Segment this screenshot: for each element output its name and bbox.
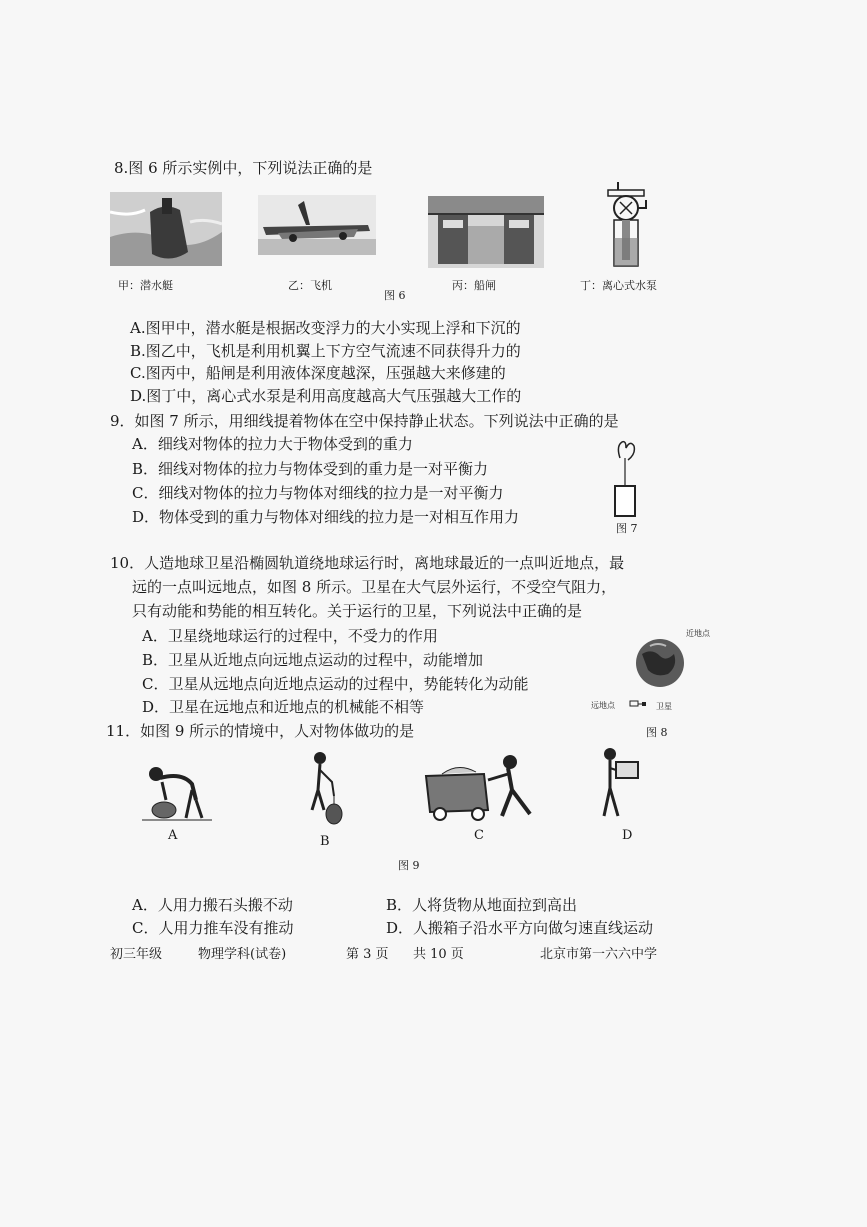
earth-orbit-figure: [630, 636, 690, 690]
q9-option-c: C．细线对物体的拉力与物体对细线的拉力是一对平衡力: [132, 484, 504, 502]
hanging-block-figure: [610, 438, 640, 520]
q11-stem: 11．如图 9 所示的情境中，人对物体做功的是: [106, 722, 415, 740]
q10-stem-line-1: 10．人造地球卫星沿椭圆轨道绕地球运行时，离地球最近的一点叫近地点，最: [110, 554, 625, 572]
satellite-label: 卫星: [656, 702, 672, 711]
fig9-sub-label-d: D: [622, 828, 633, 843]
q9-option-b: B．细线对物体的拉力与物体受到的重力是一对平衡力: [132, 460, 489, 478]
q9-stem: 9．如图 7 所示，用细线提着物体在空中保持静止状态。下列说法中正确的是: [110, 412, 619, 430]
lifting-cargo-figure: [300, 750, 344, 826]
q11-option-d: D．人搬箱子沿水平方向做匀速直线运动: [386, 919, 654, 937]
q8-option-a: A.图甲中，潜水艇是根据改变浮力的大小实现上浮和下沉的: [130, 319, 521, 337]
fig6-caption-d: 丁：离心式水泵: [580, 279, 657, 292]
centrifugal-pump-figure: [600, 176, 650, 268]
q9-option-a: A．细线对物体的拉力大于物体受到的重力: [132, 435, 413, 453]
fig6-caption-c: 丙：船闸: [452, 279, 496, 292]
q11-option-b: B．人将货物从地面拉到高出: [386, 896, 578, 914]
q10-option-d: D．卫星在远地点和近地点的机械能不相等: [142, 698, 425, 716]
q10-option-c: C．卫星从远地点向近地点运动的过程中，势能转化为动能: [142, 675, 529, 693]
q8-option-c: C.图丙中，船闸是利用液体深度越深，压强越大来修建的: [130, 364, 506, 382]
fig8-label: 图 8: [646, 726, 668, 739]
submarine-photo: [110, 192, 222, 266]
footer-school: 北京市第一六六中学: [540, 947, 658, 962]
airplane-photo: [258, 195, 376, 255]
q10-option-a: A．卫星绕地球运行的过程中，不受力的作用: [142, 627, 438, 645]
footer-grade: 初三年级: [110, 947, 163, 962]
carrying-box-figure: [596, 746, 640, 820]
perigee-label: 近地点: [686, 629, 710, 638]
fig9-sub-label-b: B: [320, 834, 330, 849]
ship-lock-photo: [428, 196, 544, 268]
footer-total-pages: 共 10 页: [413, 947, 464, 962]
apogee-label: 远地点: [591, 701, 615, 710]
q8-stem: 8.图 6 所示实例中，下列说法正确的是: [114, 159, 373, 177]
q10-stem-line-2: 远的一点叫远地点，如图 8 所示。卫星在大气层外运行，不受空气阻力，: [132, 578, 617, 596]
footer-subject: 物理学科(试卷): [198, 947, 287, 962]
fig6-label: 图 6: [384, 289, 406, 302]
lifting-stone-figure: [142, 760, 212, 822]
q10-stem-line-3: 只有动能和势能的相互转化。关于运行的卫星，下列说法中正确的是: [132, 602, 583, 620]
fig9-label: 图 9: [398, 859, 420, 872]
fig6-caption-a: 甲：潜水艇: [118, 279, 173, 292]
q8-option-d: D.图丁中，离心式水泵是利用高度越高大气压强越大工作的: [130, 387, 522, 405]
q11-option-a: A．人用力搬石头搬不动: [132, 896, 293, 914]
q10-option-b: B．卫星从近地点向远地点运动的过程中，动能增加: [142, 651, 484, 669]
satellite-icon: [628, 698, 652, 710]
fig7-label: 图 7: [616, 522, 638, 535]
fig9-sub-label-c: C: [474, 828, 484, 843]
pushing-cart-figure: [422, 750, 544, 822]
fig9-sub-label-a: A: [168, 828, 178, 843]
q11-option-c: C．人用力推车没有推动: [132, 919, 294, 937]
q8-option-b: B.图乙中，飞机是利用机翼上下方空气流速不同获得升力的: [130, 342, 521, 360]
footer-page: 第 3 页: [346, 947, 389, 962]
fig6-caption-b: 乙：飞机: [288, 279, 332, 292]
q9-option-d: D．物体受到的重力与物体对细线的拉力是一对相互作用力: [132, 508, 520, 526]
